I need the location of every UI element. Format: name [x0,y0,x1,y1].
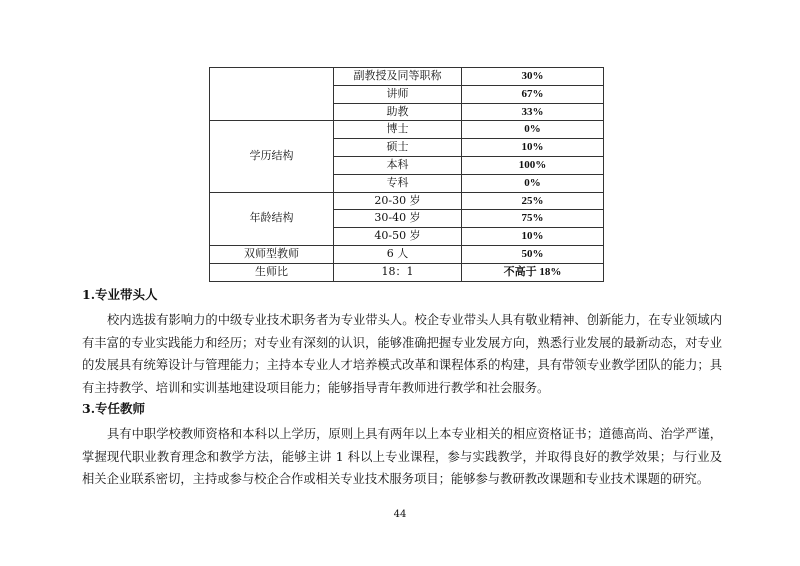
value-cell: 100% [462,156,604,174]
sub-cell: 40-50 岁 [334,228,462,246]
table-row [210,263,604,281]
sub-cell: 助教 [334,103,462,121]
value-cell: 67% [462,85,604,103]
sub-cell: 硕士 [334,139,462,157]
table-row [210,192,604,210]
section-paragraph-teachers: 具有中职学校教师资格和本科以上学历，原则上具有两年以上本专业相关的相应资格证书；道德高尚、治学严谨，掌握现代职业教育理念和教学方法，能够主讲 1 科以上专业课程，参与实践教学，并取得良好的教学效果；与行业及相关企业联系密切，主持或参与校企合作或相关专业技术服务项目；能够参与教研教改课题和专业技术课题的研究。 [82,427,722,486]
value-cell: 10% [462,139,604,157]
table-row [210,245,604,263]
value-cell: 30% [462,68,604,86]
page-number: 44 [393,509,407,520]
student-teacher-ratio-label: 生师比 [210,263,334,281]
value-cell: 0% [462,121,604,139]
group-cell-education: 学历结构 [210,121,334,192]
dual-teacher-label: 双师型教师 [210,245,334,263]
value-cell: 33% [462,103,604,121]
value-cell: 10% [462,228,604,246]
sub-cell: 本科 [334,156,462,174]
sub-cell: 副教授及同等职称 [334,68,462,86]
value-cell: 25% [462,192,604,210]
sub-cell: 30-40 岁 [334,210,462,228]
sub-cell: 讲师 [334,85,462,103]
sub-cell: 博士 [334,121,462,139]
section-paragraph-leader: 校内选拔有影响力的中级专业技术职务者为专业带头人。校企专业带头人具有敬业精神、创新能力，在专业领域内有丰富的专业实践能力和经历；对专业有深刻的认识，能够准确把握专业发展方向，熟悉行业发展的最新动态，对专业的发展具有统筹设计与管理能力；主持本专业人才培养模式改革和课程体系的构建，具有带领专业教学团队的能力；具有主持教学、培训和实训基地建设项目能力；能够指导青年教师进行教学和社会服务。 [82,313,722,395]
value-cell: 0% [462,174,604,192]
table-row [210,68,604,86]
table-row [210,121,604,139]
value-cell: 75% [462,210,604,228]
section-heading-teachers: 3.专任教师 [82,401,146,416]
dual-teacher-value: 50% [462,245,604,263]
section-heading-leader: 1.专业带头人 [82,287,158,302]
sub-cell: 20-30 岁 [334,192,462,210]
sub-cell: 专科 [334,174,462,192]
student-teacher-ratio-count: 18：1 [334,263,462,281]
faculty-structure-table [209,67,604,282]
group-cell-age: 年龄结构 [210,192,334,245]
group-cell-title [210,68,334,121]
dual-teacher-count: 6 人 [334,245,462,263]
student-teacher-ratio-value: 不高于 18% [462,263,604,281]
